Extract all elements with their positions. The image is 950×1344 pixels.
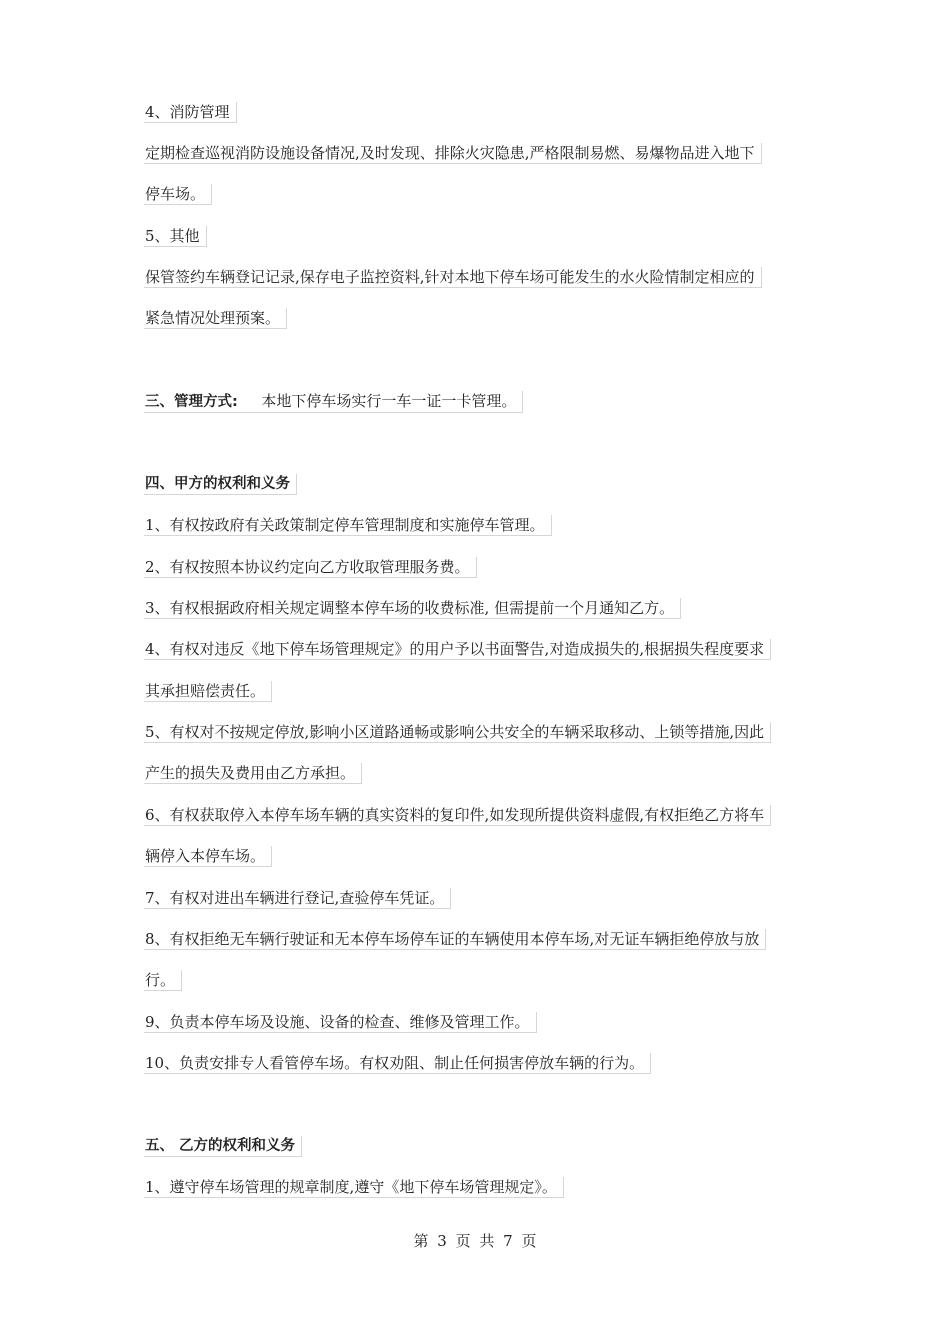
section-heading-party-b: 五、 乙方的权利和义务 <box>144 1136 302 1157</box>
list-item: 3、有权根据政府相关规定调整本停车场的收费标准, 但需提前一个月通知乙方。 <box>144 598 681 619</box>
section-management-method <box>144 391 523 413</box>
list-item: 1、遵守停车场管理的规章制度,遵守《地下停车场管理规定》。 <box>144 1177 564 1198</box>
list-item: 4、有权对违反《地下停车场管理规定》的用户予以书面警告,对造成损失的,根据损失程度要求 <box>144 639 771 660</box>
paragraph-line: 停车场。 <box>144 184 212 205</box>
paragraph-line: 定期检查巡视消防设施设备情况,及时发现、排除火灾隐患,严格限制易燃、易爆物品进入地下 <box>144 143 762 164</box>
list-item: 辆停入本停车场。 <box>144 846 272 867</box>
list-item: 产生的损失及费用由乙方承担。 <box>144 763 362 784</box>
list-item: 10、负责安排专人看管停车场。有权劝阻、制止任何损害停放车辆的行为。 <box>144 1053 651 1074</box>
list-item: 5、有权对不按规定停放,影响小区道路通畅或影响公共安全的车辆采取移动、上锁等措施,因此 <box>144 722 771 743</box>
section-heading: 三、管理方式: <box>145 394 238 410</box>
list-item: 行。 <box>144 970 182 991</box>
subsection-heading-other: 5、其他 <box>144 226 207 247</box>
list-item: 9、负责本停车场及设施、设备的检查、维修及管理工作。 <box>144 1012 537 1033</box>
list-item: 其承担赔偿责任。 <box>144 681 272 702</box>
list-item: 6、有权获取停入本停车场车辆的真实资料的复印件,如发现所提供资料虚假,有权拒绝乙方将车 <box>144 805 771 826</box>
section-text: 本地下停车场实行一车一证一卡管理。 <box>261 392 517 410</box>
paragraph-line: 紧急情况处理预案。 <box>144 308 287 329</box>
page-footer: 第 3 页 共 7 页 <box>413 1232 537 1250</box>
section-heading-party-a: 四、甲方的权利和义务 <box>144 474 297 495</box>
list-item: 8、有权拒绝无车辆行驶证和无本停车场停车证的车辆使用本停车场,对无证车辆拒绝停放与放 <box>144 929 766 950</box>
paragraph-line: 保管签约车辆登记记录,保存电子监控资料,针对本地下停车场可能发生的水火险情制定相应的 <box>144 267 762 288</box>
list-item: 1、有权按政府有关政策制定停车管理制度和实施停车管理。 <box>144 515 552 536</box>
list-item: 7、有权对进出车辆进行登记,查验停车凭证。 <box>144 888 451 909</box>
list-item: 2、有权按照本协议约定向乙方收取管理服务费。 <box>144 557 477 578</box>
subsection-heading-fire: 4、消防管理 <box>144 102 237 123</box>
